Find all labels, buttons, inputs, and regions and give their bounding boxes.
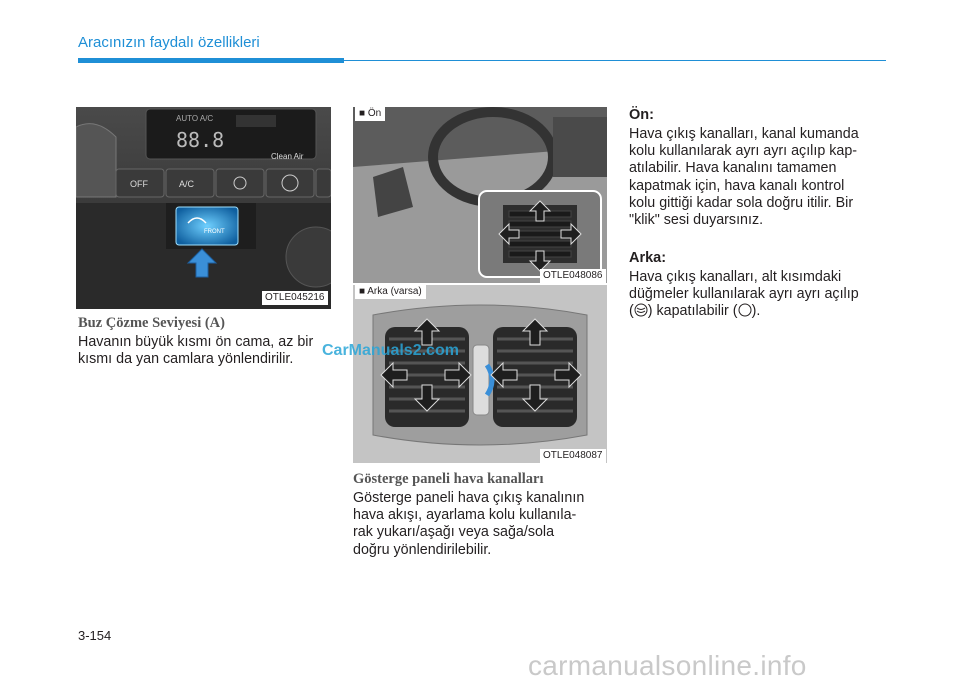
- rear-vent-figure: [353, 285, 607, 463]
- text-line: kısmı da yan camlara yönlendirilir.: [78, 351, 294, 368]
- paren-close: ).: [751, 303, 761, 320]
- front-vent-figure: [353, 107, 607, 283]
- text-line: düğmeler kullanılarak ayrı ayrı açılıp: [629, 286, 859, 303]
- front-figure-tag: ■ Ön: [355, 107, 385, 121]
- front-heading: Ön:: [629, 107, 654, 123]
- text-line: doğru yönlendirilebilir.: [353, 541, 492, 558]
- front-vent-illustration: [353, 107, 607, 283]
- text-line: kolu kullanılarak ayrı ayrı açılıp kap-: [629, 143, 858, 160]
- text-line: Hava çıkış kanalları, alt kısımdaki: [629, 269, 842, 285]
- text-line: Hava çıkış kanalları, kanal kumanda: [629, 126, 859, 142]
- text-line: [629, 303, 885, 320]
- fan-down-button[interactable]: [216, 169, 264, 197]
- clean-air-label: Clean Air: [271, 152, 304, 161]
- text-line: atılabilir. Hava kanalını tamamen: [629, 160, 837, 177]
- text-line: rak yukarı/aşağı veya sağa/sola: [353, 524, 555, 541]
- climate-panel-figure: [76, 107, 331, 309]
- header-rule-thin: [344, 60, 886, 61]
- text-line: "klik" sesi duyarsınız.: [629, 212, 764, 229]
- defrost-description: [78, 334, 334, 368]
- fan-up-button[interactable]: [266, 169, 314, 197]
- fan-level-bar: [236, 115, 276, 127]
- watermark-inline: CarManuals2.com: [322, 342, 459, 359]
- display-digits: 88.8: [176, 128, 225, 152]
- header-rule-thick: [78, 58, 344, 63]
- text-line: Gösterge paneli hava çıkış kanalının: [353, 490, 585, 506]
- defrost-label: FRONT: [204, 229, 225, 235]
- vents-heading: Gösterge paneli hava kanalları: [353, 471, 544, 487]
- paren-open: (: [629, 303, 634, 320]
- rear-heading: Arka:: [629, 250, 667, 266]
- figure-code-left: OTLE045216: [262, 291, 328, 305]
- climate-panel-illustration: [76, 107, 331, 309]
- text-line: Havanın büyük kısmı ön cama, az bir: [78, 334, 314, 350]
- display-mode-text: AUTO A/C: [176, 114, 214, 123]
- rear-figure-tag: ■ Arka (varsa): [355, 285, 426, 299]
- off-button-label: OFF: [130, 179, 148, 189]
- vent-open-icon: [634, 303, 648, 317]
- closing-text: ) kapatılabilir (: [647, 303, 738, 320]
- front-description: [629, 126, 885, 229]
- rear-vent-illustration: [353, 285, 607, 463]
- vent-closed-icon: [738, 303, 752, 317]
- section-title: Aracınızın faydalı özellikleri: [78, 34, 260, 51]
- page-number: 3-154: [78, 628, 112, 643]
- rear-vent-wheel[interactable]: [473, 345, 489, 415]
- front-defrost-button[interactable]: [176, 207, 238, 245]
- text-line: hava akışı, ayarlama kolu kullanıla-: [353, 507, 577, 524]
- watermark-bottom: carmanualsonline.info: [528, 650, 807, 681]
- defrost-heading: Buz Çözme Seviyesi (A): [78, 315, 225, 331]
- rear-description: [629, 269, 885, 321]
- figure-code-front: OTLE048086: [540, 269, 606, 283]
- text-line: kolu gittiği kadar sola doğru itilir. Bir: [629, 194, 854, 211]
- vents-description: [353, 490, 609, 559]
- figure-code-rear: OTLE048087: [540, 449, 606, 463]
- ac-button-label: A/C: [179, 179, 195, 189]
- text-line: kapatmak için, hava kanalı kontrol: [629, 177, 845, 194]
